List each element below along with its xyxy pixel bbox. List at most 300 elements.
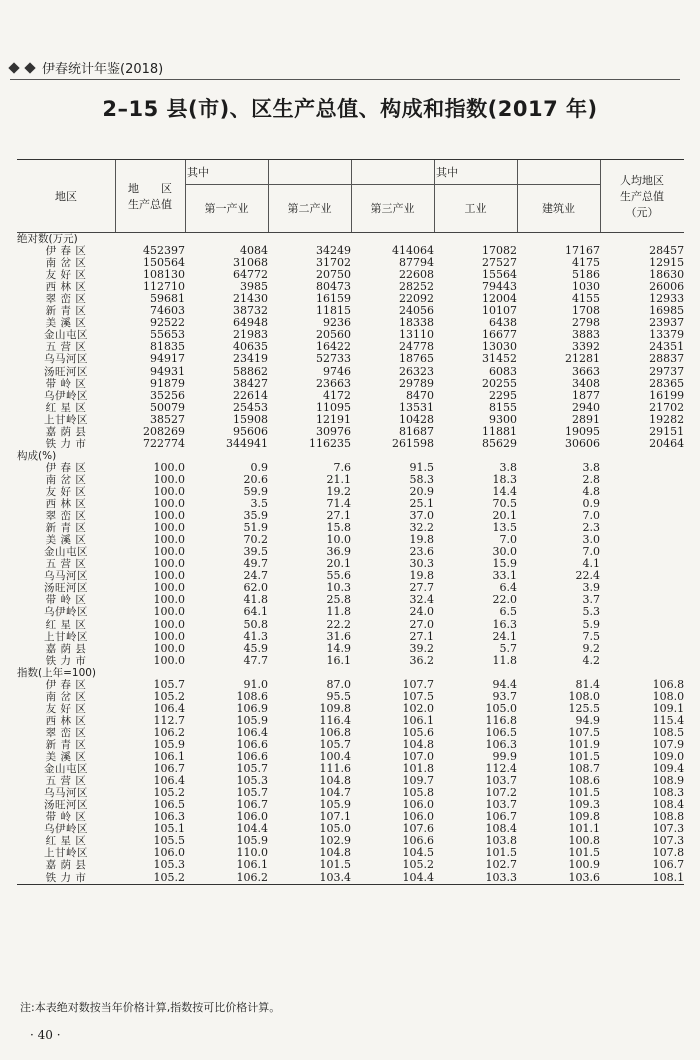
table-cell: 17167 [565, 245, 600, 258]
table-cell: 50.8 [243, 618, 268, 631]
table-row [17, 859, 684, 871]
table-cell: 104.4 [236, 823, 268, 836]
table-cell: 19.8 [409, 534, 434, 547]
table-cell: 107.8 [652, 847, 685, 860]
table-cell: 3.5 [250, 498, 268, 511]
footnote: 注:本表绝对数按当年价格计算,指数按可比价格计算。 [20, 1001, 281, 1014]
table-cell: 106.1 [236, 859, 268, 872]
region-name: 乌马河区 [44, 570, 88, 583]
table-cell [600, 534, 684, 546]
table-row [17, 462, 684, 474]
region-name: 新 青 区 [45, 522, 87, 535]
table-cell: 115.4 [652, 714, 685, 727]
table-cell: 105.6 [402, 726, 434, 739]
table-cell: 4084 [240, 245, 268, 258]
table-cell: 106.7 [153, 763, 185, 776]
region-name: 汤旺河区 [44, 582, 88, 595]
table-cell: 107.9 [652, 738, 685, 751]
table-cell: 26006 [649, 281, 685, 294]
table-row [17, 293, 684, 305]
table-cell: 95606 [233, 425, 268, 438]
table-cell: 49.7 [243, 558, 268, 571]
region-name: 红 星 区 [45, 835, 87, 848]
table-row [17, 510, 684, 522]
table-cell: 108.6 [236, 690, 268, 703]
region-name: 五 营 区 [45, 341, 87, 354]
table-cell: 103.6 [568, 871, 600, 884]
table-cell: 101.8 [402, 763, 434, 776]
table-cell: 101.9 [568, 738, 600, 751]
table-cell: 59.9 [243, 485, 268, 498]
table-cell: 3.8 [582, 461, 600, 474]
table-row [17, 570, 684, 582]
table-cell: 94931 [150, 365, 185, 378]
table-cell: 112710 [143, 281, 185, 294]
table-cell: 21430 [233, 293, 268, 306]
table-cell: 109.1 [652, 702, 685, 715]
table-cell: 9236 [323, 317, 351, 330]
table-row [17, 823, 684, 835]
table-cell: 116.4 [319, 714, 351, 727]
table-cell: 64948 [233, 317, 268, 330]
table-cell: 21.1 [326, 473, 351, 486]
table-cell: 108.9 [652, 775, 685, 788]
table-bottom-rule [17, 884, 684, 885]
table-cell: 105.7 [319, 738, 351, 751]
table-cell: 100.0 [153, 510, 185, 523]
table-cell: 100.0 [153, 618, 185, 631]
table-cell: 30.0 [492, 546, 517, 559]
table-cell: 2940 [572, 401, 600, 414]
table-cell: 0.9 [582, 498, 600, 511]
table-row [17, 329, 684, 341]
table-cell: 4.1 [582, 558, 600, 571]
table-cell: 11095 [316, 401, 351, 414]
table-cell: 103.4 [319, 871, 351, 884]
table-cell: 14.9 [326, 642, 351, 655]
table-cell: 50079 [150, 401, 185, 414]
table-cell: 1877 [572, 389, 600, 402]
table-cell: 2.3 [582, 522, 600, 535]
table-cell: 3.8 [499, 461, 517, 474]
table-cell: 100.0 [153, 606, 185, 619]
table-cell: 18765 [399, 353, 434, 366]
table-cell: 3883 [572, 329, 600, 342]
table-cell: 10428 [399, 413, 434, 426]
table-row [17, 426, 684, 438]
table-cell: 38527 [150, 413, 185, 426]
table-cell: 108.5 [652, 726, 685, 739]
table-cell: 29737 [649, 365, 685, 378]
column-secondary: 第二产业 [287, 202, 332, 215]
book-title: 伊春统计年鉴(2018) [42, 62, 164, 77]
table-row [17, 594, 684, 606]
region-name: 新 青 区 [45, 738, 87, 751]
table-cell: 105.2 [153, 690, 185, 703]
table-cell: 105.1 [153, 823, 185, 836]
table-cell: 261598 [392, 437, 434, 450]
region-name: 南 岔 区 [45, 690, 87, 703]
table-cell: 32.4 [409, 594, 434, 607]
region-name: 五 营 区 [45, 775, 87, 788]
table-cell: 24.7 [243, 570, 268, 583]
region-name: 西 林 区 [45, 498, 87, 511]
table-cell: 104.7 [319, 787, 351, 800]
table-cell: 15.9 [492, 558, 517, 571]
table-cell: 105.5 [153, 835, 185, 848]
region-name: 上甘岭区 [44, 630, 88, 643]
table-cell: 7.0 [499, 534, 517, 547]
table-cell: 105.3 [236, 775, 268, 788]
table-row [17, 619, 684, 631]
table-cell: 10107 [482, 305, 517, 318]
table-cell [600, 558, 684, 570]
table-cell: 106.8 [319, 726, 351, 739]
table-cell: 6438 [489, 317, 517, 330]
region-name: 上甘岭区 [44, 413, 88, 426]
table-row [17, 643, 684, 655]
column-primary: 第一产业 [204, 202, 249, 215]
table-cell: 22.0 [492, 594, 517, 607]
table-row [17, 703, 684, 715]
table-cell: 24778 [399, 341, 434, 354]
table-cell: 22092 [399, 293, 434, 306]
table-cell: 101.5 [568, 787, 600, 800]
table-cell: 58.3 [409, 473, 434, 486]
table-row [17, 558, 684, 570]
table-cell: 41.3 [243, 630, 268, 643]
table-cell: 3985 [240, 281, 268, 294]
table-row [17, 414, 684, 426]
table-cell: 9746 [323, 365, 351, 378]
statistics-table [17, 159, 684, 885]
table-cell: 116.8 [485, 714, 517, 727]
table-row [17, 498, 684, 510]
table-cell: 414064 [392, 245, 434, 258]
table-cell [600, 522, 684, 534]
diamond-icon [8, 62, 19, 73]
table-row [17, 317, 684, 329]
region-name: 金山屯区 [44, 329, 88, 342]
table-cell: 107.1 [319, 811, 351, 824]
table-cell: 101.5 [568, 847, 600, 860]
table-row [17, 739, 684, 751]
table-cell: 55.6 [326, 570, 351, 583]
table-cell: 24.1 [492, 630, 517, 643]
table-cell [600, 619, 684, 631]
table-cell: 105.2 [153, 871, 185, 884]
table-cell: 20560 [316, 329, 351, 342]
table-cell: 106.4 [153, 775, 185, 788]
table-row [17, 522, 684, 534]
table-row [17, 269, 684, 281]
table-cell: 9.2 [582, 642, 600, 655]
table-cell: 106.2 [153, 726, 185, 739]
table-cell: 16.3 [492, 618, 517, 631]
table-cell: 10.3 [326, 582, 351, 595]
table-cell: 106.0 [153, 847, 185, 860]
page-number: · 40 · [30, 1028, 61, 1042]
table-cell: 41.8 [243, 594, 268, 607]
table-cell [600, 474, 684, 486]
table-cell: 19095 [565, 425, 600, 438]
table-cell: 2798 [572, 317, 600, 330]
section-row [17, 667, 684, 679]
column-of-which-2: 其中 [436, 166, 458, 179]
region-name: 美 溪 区 [45, 751, 87, 764]
table-cell: 20.1 [326, 558, 351, 571]
table-row [17, 715, 684, 727]
table-cell: 100.0 [153, 522, 185, 535]
table-cell: 208269 [143, 425, 185, 438]
table-row [17, 606, 684, 618]
table-cell: 87.0 [326, 678, 351, 691]
column-tertiary: 第三产业 [370, 202, 415, 215]
table-cell: 70.2 [243, 534, 268, 547]
table-cell: 34249 [316, 245, 351, 258]
table-cell: 100.0 [153, 570, 185, 583]
table-cell: 94.9 [575, 714, 600, 727]
table-cell: 108.0 [568, 690, 600, 703]
region-name: 上甘岭区 [44, 847, 88, 860]
table-cell: 52733 [316, 353, 351, 366]
table-cell: 104.8 [402, 738, 434, 751]
table-cell: 109.8 [319, 702, 351, 715]
table-cell: 108.6 [568, 775, 600, 788]
table-cell: 92522 [150, 317, 185, 330]
table-cell: 28837 [649, 353, 685, 366]
table-cell: 16199 [649, 389, 685, 402]
table-cell [600, 462, 684, 474]
column-region: 地区 [55, 190, 77, 203]
table-cell: 106.0 [402, 811, 434, 824]
table-cell: 106.7 [236, 799, 268, 812]
table-cell [600, 606, 684, 618]
column-gdp: 地 区 生产总值 [128, 182, 172, 211]
table-cell: 21702 [649, 401, 685, 414]
table-cell: 6.5 [499, 606, 517, 619]
table-cell: 452397 [143, 245, 185, 258]
table-cell: 19.8 [409, 570, 434, 583]
table-cell: 5.3 [582, 606, 600, 619]
table-cell: 3392 [572, 341, 600, 354]
table-cell: 59681 [150, 293, 185, 306]
table-cell: 21281 [565, 353, 600, 366]
table-cell: 0.9 [250, 461, 268, 474]
table-cell: 100.0 [153, 654, 185, 667]
table-cell: 91.5 [409, 461, 434, 474]
table-cell [600, 486, 684, 498]
table-cell: 109.0 [652, 751, 685, 764]
table-cell: 32.2 [409, 522, 434, 535]
table-cell: 20.6 [243, 473, 268, 486]
table-cell: 100.0 [153, 582, 185, 595]
region-name: 红 星 区 [45, 401, 87, 414]
table-cell: 12004 [482, 293, 517, 306]
table-cell: 108130 [143, 269, 185, 282]
table-cell: 108.4 [652, 799, 685, 812]
table-row [17, 871, 684, 883]
region-name: 南 岔 区 [45, 473, 87, 486]
table-cell: 3.7 [582, 594, 600, 607]
region-name: 乌伊岭区 [44, 389, 88, 402]
table-cell: 35256 [150, 389, 185, 402]
region-name: 乌伊岭区 [44, 606, 88, 619]
table-cell: 116235 [309, 437, 351, 450]
table-cell: 14.4 [492, 485, 517, 498]
table-cell: 81687 [399, 425, 434, 438]
table-cell: 19282 [649, 413, 685, 426]
table-cell: 31702 [316, 257, 351, 270]
table-cell: 106.7 [485, 811, 517, 824]
table-cell: 106.5 [485, 726, 517, 739]
table-cell: 100.0 [153, 642, 185, 655]
table-cell: 6.4 [499, 582, 517, 595]
table-cell: 23937 [649, 317, 685, 330]
table-cell: 106.6 [236, 751, 268, 764]
table-cell: 100.0 [153, 534, 185, 547]
table-cell: 108.1 [652, 871, 685, 884]
table-cell: 105.0 [319, 823, 351, 836]
table-cell: 3663 [572, 365, 600, 378]
table-cell: 15908 [233, 413, 268, 426]
table-cell: 12915 [649, 257, 685, 270]
table-cell: 106.6 [402, 835, 434, 848]
region-name: 带 岭 区 [45, 377, 87, 390]
table-row [17, 787, 684, 799]
table-cell [600, 510, 684, 522]
table-row [17, 727, 684, 739]
table-cell: 112.4 [485, 763, 517, 776]
table-cell: 17082 [482, 245, 517, 258]
section-label: 绝对数(万元) [17, 233, 78, 246]
header-rule [10, 79, 680, 80]
table-cell: 23419 [233, 353, 268, 366]
region-name: 美 溪 区 [45, 317, 87, 330]
table-cell: 18630 [649, 269, 685, 282]
table-row [17, 631, 684, 643]
table-cell: 40635 [233, 341, 268, 354]
region-name: 铁 力 市 [45, 871, 87, 884]
table-body [17, 233, 684, 884]
table-cell: 13.5 [492, 522, 517, 535]
table-cell: 31.6 [326, 630, 351, 643]
table-cell: 25.8 [326, 594, 351, 607]
region-name: 铁 力 市 [45, 437, 87, 450]
table-cell: 27.1 [409, 630, 434, 643]
table-cell: 81835 [150, 341, 185, 354]
region-name: 汤旺河区 [44, 799, 88, 812]
table-cell: 7.0 [582, 546, 600, 559]
table-cell: 51.9 [243, 522, 268, 535]
table-cell: 13379 [649, 329, 685, 342]
table-cell: 16985 [649, 305, 685, 318]
table-cell: 107.0 [402, 751, 434, 764]
region-name: 友 好 区 [45, 702, 87, 715]
table-row [17, 245, 684, 257]
region-name: 翠 峦 区 [45, 726, 87, 739]
table-cell: 100.9 [568, 859, 600, 872]
table-cell: 70.5 [492, 498, 517, 511]
table-cell: 18338 [399, 317, 434, 330]
table-cell: 100.0 [153, 473, 185, 486]
table-cell: 109.4 [652, 763, 685, 776]
table-cell: 94.4 [492, 678, 517, 691]
table-cell: 101.5 [319, 859, 351, 872]
table-cell [600, 655, 684, 667]
table-cell: 47.7 [243, 654, 268, 667]
table-cell: 103.7 [485, 775, 517, 788]
table-cell: 112.7 [153, 714, 185, 727]
table-cell: 105.7 [236, 787, 268, 800]
table-cell: 107.2 [485, 787, 517, 800]
table-cell: 7.6 [333, 461, 351, 474]
table-cell: 36.9 [326, 546, 351, 559]
table-cell: 26323 [399, 365, 434, 378]
table-cell: 91879 [150, 377, 185, 390]
table-cell: 102.0 [402, 702, 434, 715]
table-cell: 27.7 [409, 582, 434, 595]
table-cell [600, 631, 684, 643]
table-cell: 30.3 [409, 558, 434, 571]
region-name: 翠 峦 区 [45, 510, 87, 523]
table-cell [600, 594, 684, 606]
table-cell: 109.3 [568, 799, 600, 812]
table-cell: 33.1 [492, 570, 517, 583]
table-cell: 100.4 [319, 751, 351, 764]
table-cell: 150564 [143, 257, 185, 270]
table-row [17, 775, 684, 787]
table-cell: 10.0 [326, 534, 351, 547]
region-name: 乌伊岭区 [44, 823, 88, 836]
table-cell: 20750 [316, 269, 351, 282]
table-cell: 25453 [233, 401, 268, 414]
table-cell: 64.1 [243, 606, 268, 619]
column-construction: 建筑业 [542, 202, 575, 215]
table-cell: 107.5 [568, 726, 600, 739]
table-cell: 105.2 [153, 787, 185, 800]
table-cell: 13531 [399, 401, 434, 414]
table-cell: 23.6 [409, 546, 434, 559]
table-cell: 105.9 [153, 738, 185, 751]
table-cell: 74603 [150, 305, 185, 318]
region-name: 红 星 区 [45, 618, 87, 631]
table-cell: 15564 [482, 269, 517, 282]
table-cell: 91.0 [243, 678, 268, 691]
table-cell: 30606 [565, 437, 600, 450]
table-cell: 106.1 [153, 751, 185, 764]
table-cell: 108.4 [485, 823, 517, 836]
table-cell: 100.0 [153, 630, 185, 643]
table-cell: 7.0 [582, 510, 600, 523]
table-cell: 36.2 [409, 654, 434, 667]
table-cell: 8470 [406, 389, 434, 402]
table-cell: 100.8 [568, 835, 600, 848]
region-name: 伊 春 区 [45, 461, 87, 474]
table-row [17, 438, 684, 450]
table-cell: 106.6 [236, 738, 268, 751]
table-row [17, 534, 684, 546]
table-cell: 106.1 [402, 714, 434, 727]
table-cell: 12933 [649, 293, 685, 306]
table-cell [600, 582, 684, 594]
table-cell: 105.7 [236, 763, 268, 776]
table-cell: 105.7 [153, 678, 185, 691]
page-title: 2–15 县(市)、区生产总值、构成和指数(2017 年) [102, 97, 598, 121]
table-cell: 58862 [233, 365, 268, 378]
table-cell: 4.2 [582, 654, 600, 667]
table-cell [600, 570, 684, 582]
